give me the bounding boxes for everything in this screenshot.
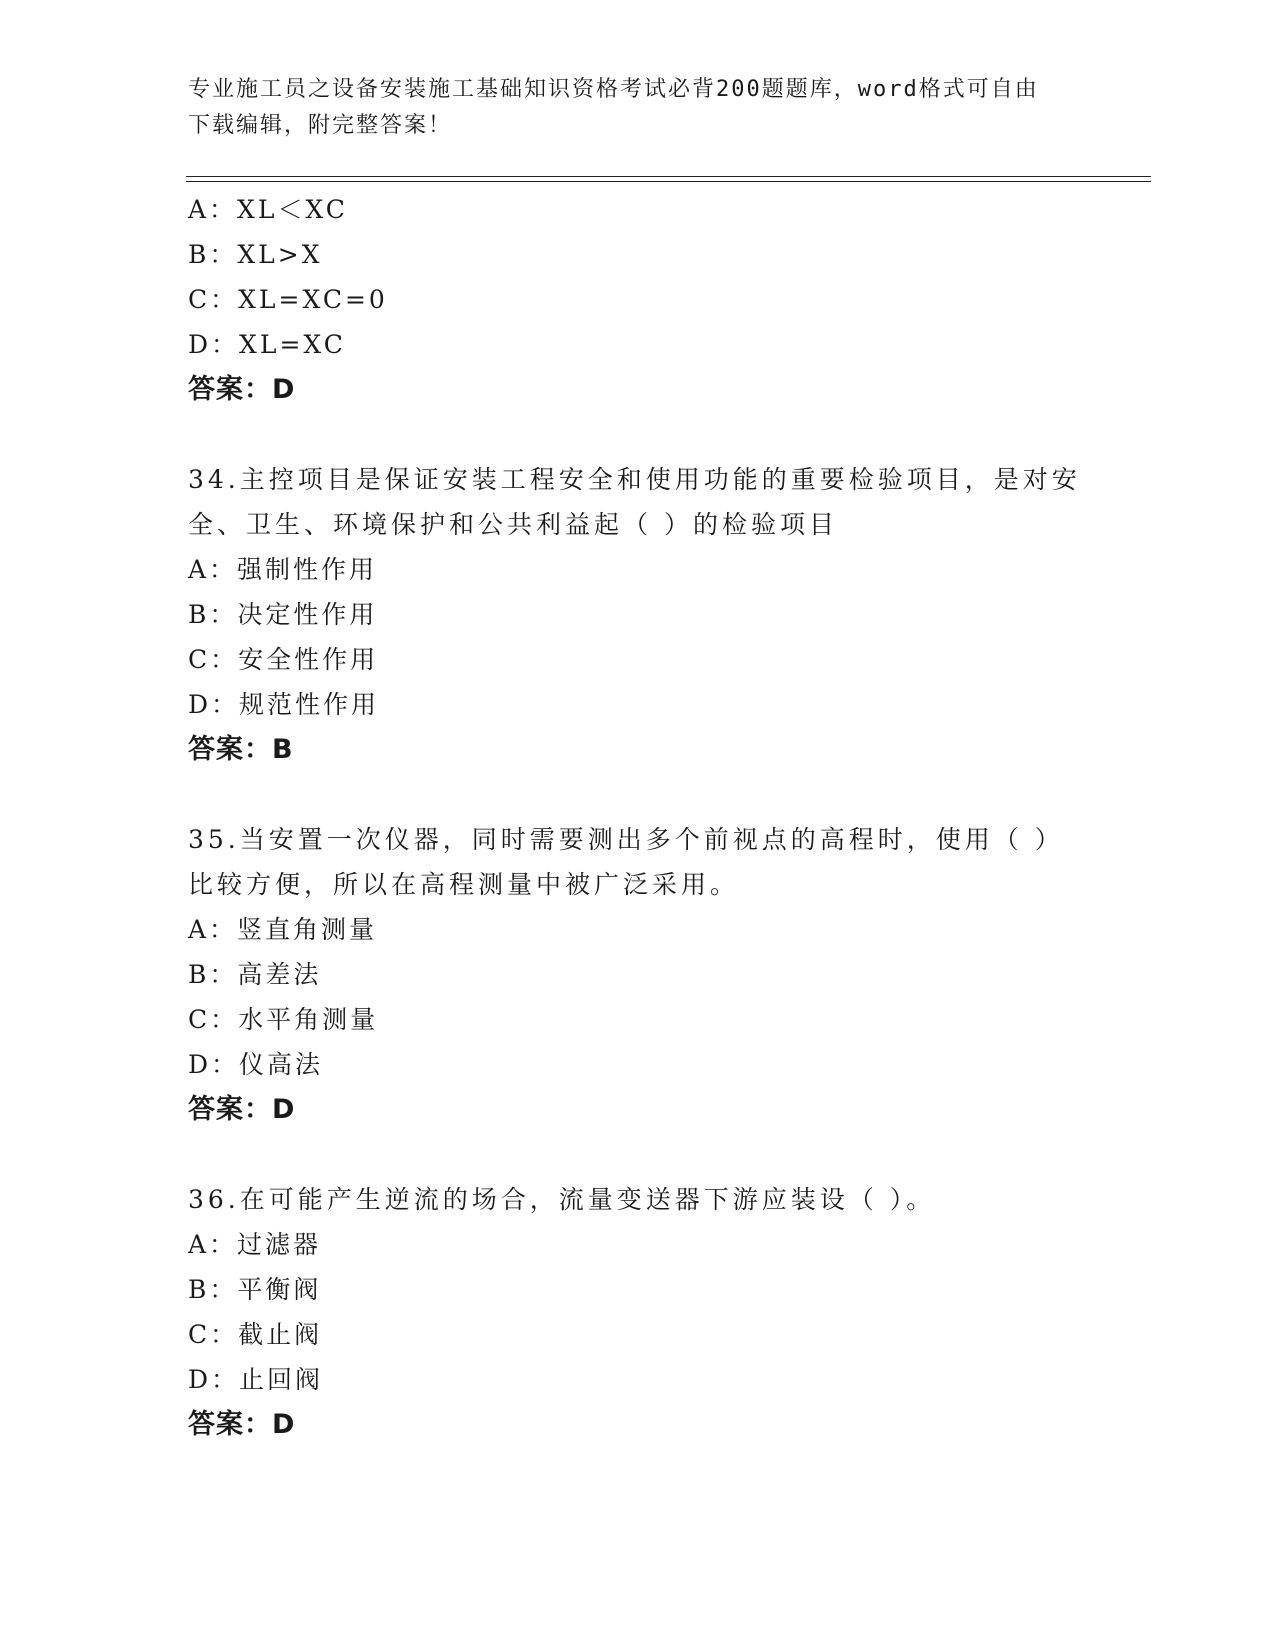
q34-answer: 答案：B — [188, 734, 294, 765]
q36-answer: 答案：D — [188, 1409, 296, 1440]
q36-option-c: C：截止阀 — [188, 1320, 323, 1349]
q36-option-d: D：止回阀 — [188, 1365, 324, 1394]
q33-option-b: B：XL>X — [188, 240, 323, 269]
q35-option-a: A：竖直角测量 — [188, 915, 378, 944]
header-divider-bottom — [186, 181, 1151, 182]
header-line-1: 专业施工员之设备安装施工基础知识资格考试必背200题题库，word格式可自由 — [188, 77, 1039, 102]
q34-stem-line-2: 全、卫生、环境保护和公共利益起（ ）的检验项目 — [188, 510, 838, 539]
q33-option-a: A：XL＜XC — [188, 195, 348, 224]
header-divider-top — [186, 176, 1151, 177]
q34-option-a: A：强制性作用 — [188, 555, 378, 584]
q35-option-c: C：水平角测量 — [188, 1005, 379, 1034]
q36-option-a: A：过滤器 — [188, 1230, 322, 1259]
q35-answer: 答案：D — [188, 1094, 296, 1125]
q34-option-b: B：决定性作用 — [188, 600, 378, 629]
q34-stem-line-1: 34.主控项目是保证安装工程安全和使用功能的重要检验项目，是对安 — [188, 465, 1081, 494]
q33-option-d: D：XL=XC — [188, 330, 346, 359]
q34-option-d: D：规范性作用 — [188, 690, 380, 719]
q35-stem-line-2: 比较方便，所以在高程测量中被广泛采用。 — [188, 870, 740, 899]
q35-stem-line-1: 35.当安置一次仪器，同时需要测出多个前视点的高程时，使用（ ） — [188, 825, 1064, 854]
q34-option-c: C：安全性作用 — [188, 645, 379, 674]
q36-stem-line-1: 36.在可能产生逆流的场合，流量变送器下游应装设（ ）。 — [188, 1185, 936, 1214]
q36-option-b: B：平衡阀 — [188, 1275, 322, 1304]
q33-answer: 答案：D — [188, 374, 296, 405]
header-line-2: 下载编辑，附完整答案！ — [188, 113, 453, 138]
q35-option-b: B：高差法 — [188, 960, 322, 989]
document-header — [188, 72, 1068, 144]
q35-option-d: D：仪高法 — [188, 1050, 324, 1079]
q33-option-c: C：XL=XC=0 — [188, 285, 388, 314]
